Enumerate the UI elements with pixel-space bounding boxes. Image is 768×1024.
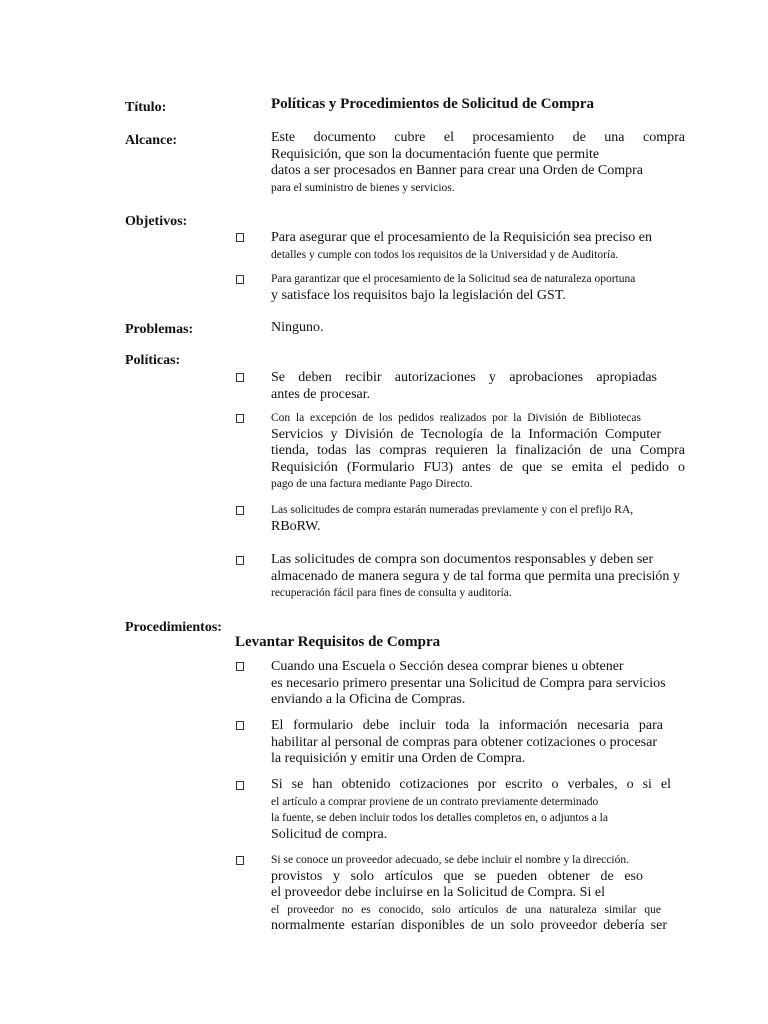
procedimiento-line: Cuando una Escuela o Sección desea comprar bienes u obtener xyxy=(271,659,624,674)
checkbox-icon xyxy=(236,781,244,790)
procedimiento-line: provistos y solo artículos que se pueden obtener de eso xyxy=(271,868,643,884)
checkbox-icon xyxy=(236,721,244,730)
checkbox-icon xyxy=(236,556,244,565)
checkbox-icon xyxy=(236,856,244,865)
checkbox-icon xyxy=(236,233,244,242)
alcance-line: datos a ser procesados en Banner para crear una Orden de Compra xyxy=(271,163,644,178)
procedimiento-line: enviando a la Oficina de Compras. xyxy=(271,692,466,707)
label-alcance: Alcance: xyxy=(125,133,178,148)
politica-item xyxy=(271,410,685,493)
objetivo-item xyxy=(271,271,685,304)
procedimiento-line: Solicitud de compra. xyxy=(271,826,388,842)
procedimiento-line: es necesario primero presentar una Solicitud de Compra para servicios xyxy=(271,675,666,691)
politica-line: pago de una factura mediante Pago Directo. xyxy=(271,478,473,490)
politica-line: Servicios y División de Tecnología de la Información Computer xyxy=(271,426,661,442)
politica-item xyxy=(271,552,685,602)
checkbox-icon xyxy=(236,373,244,382)
objetivo-line: Para asegurar que el procesamiento de la Requisición sea preciso en xyxy=(271,230,652,245)
procedimiento-line: la requisición y emitir una Orden de Compra. xyxy=(271,751,526,766)
procedimiento-line: Si se han obtenido cotizaciones por escrito o verbales, o si el xyxy=(271,777,671,792)
politica-line: Las solicitudes de compra son documentos responsables y deben ser xyxy=(271,552,654,567)
procedimiento-item xyxy=(271,718,685,768)
politica-line: Requisición (Formulario FU3) antes de que se emita el pedido o xyxy=(271,459,685,475)
objetivo-item xyxy=(271,230,685,263)
label-politicas: Políticas: xyxy=(125,353,181,368)
checkbox-icon xyxy=(236,506,244,515)
procedimiento-line: la fuente, se deben incluir todos los detalles completos en, o adjuntos a la xyxy=(271,812,608,824)
procedimiento-item xyxy=(271,659,685,709)
procedimiento-line: el proveedor no es conocido, solo artículos de una naturaleza similar que xyxy=(271,903,661,916)
politica-line: antes de procesar. xyxy=(271,386,371,402)
politica-line: RBoRW. xyxy=(271,518,321,534)
politica-line: Las solicitudes de compra estarán numeradas previamente y con el prefijo RA, xyxy=(271,504,634,516)
document-title: Políticas y Procedimientos de Solicitud de Compra xyxy=(271,96,595,112)
politica-line: tienda, todas las compras requieren la finalización de una Compra xyxy=(271,443,685,458)
politica-line: Se deben recibir autorizaciones y aprobaciones apropiadas xyxy=(271,370,657,385)
checkbox-icon xyxy=(236,662,244,671)
procedimiento-line: habilitar al personal de compras para obtener cotizaciones o procesar xyxy=(271,734,657,750)
politica-line: almacenado de manera segura y de tal forma que permita una precisión y xyxy=(271,568,680,584)
procedimientos-subheading: Levantar Requisitos de Compra xyxy=(235,634,441,650)
label-titulo: Título: xyxy=(125,100,167,115)
procedimiento-line: normalmente estarían disponibles de un solo proveedor debería ser xyxy=(271,918,667,933)
objetivo-line: y satisface los requisitos bajo la legislación del GST. xyxy=(271,287,566,303)
procedimiento-item xyxy=(271,852,685,935)
label-problemas: Problemas: xyxy=(125,322,194,337)
politica-item xyxy=(271,502,685,535)
problemas-text: Ninguno. xyxy=(271,320,324,335)
procedimiento-line: El formulario debe incluir toda la información necesaria para xyxy=(271,718,663,733)
procedimiento-item xyxy=(271,777,685,843)
problemas-paragraph xyxy=(271,320,685,337)
label-objetivos: Objetivos: xyxy=(125,214,188,229)
alcance-line: Requisición, que son la documentación fuente que permite xyxy=(271,146,600,162)
alcance-line: Este documento cubre el procesamiento de una compra xyxy=(271,130,685,145)
checkbox-icon xyxy=(236,275,244,284)
label-procedimientos: Procedimientos: xyxy=(125,620,222,635)
checkbox-icon xyxy=(236,414,244,423)
objetivo-line: detalles y cumple con todos los requisitos de la Universidad y de Auditoría. xyxy=(271,248,619,261)
politica-line: Con la excepción de los pedidos realizados por la División de Bibliotecas xyxy=(271,412,641,424)
procedimiento-line: Si se conoce un proveedor adecuado, se debe incluir el nombre y la dirección. xyxy=(271,854,629,866)
alcance-line: para el suministro de bienes y servicios. xyxy=(271,181,455,194)
politica-line: recuperación fácil para fines de consulta y auditoría. xyxy=(271,587,512,599)
procedimiento-line: el proveedor debe incluirse en la Solicitud de Compra. Si el xyxy=(271,885,605,900)
objetivo-line: Para garantizar que el procesamiento de la Solicitud sea de naturaleza oportuna xyxy=(271,273,636,285)
alcance-paragraph xyxy=(271,130,685,196)
politica-item xyxy=(271,370,685,403)
procedimiento-line: el artículo a comprar proviene de un contrato previamente determinado xyxy=(271,795,599,808)
